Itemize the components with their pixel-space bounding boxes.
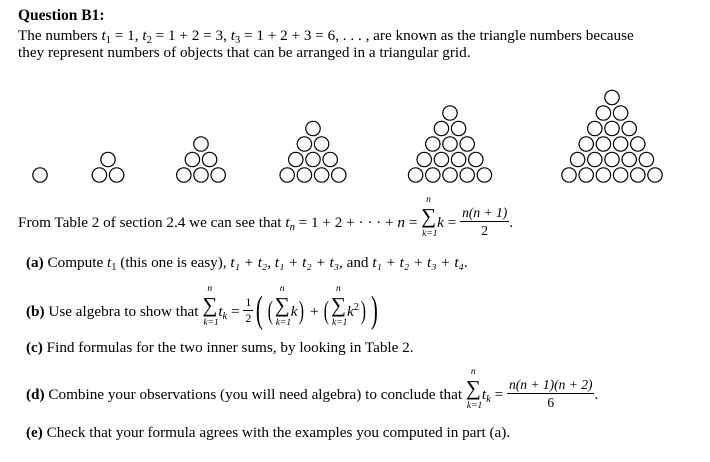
table-line-eq2: = [405,213,422,231]
part-a-expr: t₁ + t₂, t₁ + t₂ + t₃, [230,254,343,271]
circle-object [562,168,576,182]
table-line [18,194,513,240]
table-line-eq: = 1 + 2 + · · · + [294,213,398,231]
circle-object [596,137,610,151]
part-e-label: (e) [26,424,43,441]
circle-object [92,168,106,182]
circle-object [202,152,216,166]
part-a-label: (a) [26,254,44,271]
circle-object [477,168,491,182]
part-d-eq: = [490,385,507,403]
triangle-5 [408,106,491,182]
circle-object [185,152,199,166]
part-a-text1: Compute [43,254,107,271]
circle-object [297,168,311,182]
intro-tail: are known as the triangle numbers because [369,27,634,44]
circle-object [109,168,123,182]
table-line-end: . [509,213,513,231]
triangle-2 [92,152,124,182]
circle-object [443,137,457,151]
t2-subscript: 2 [146,35,152,46]
part-a-text3: and [342,254,373,271]
triangle-4 [280,121,346,182]
t3-symbol: t [230,27,235,44]
circle-object [434,121,448,135]
part-b-plus: + [306,303,323,320]
triangle-figures [0,60,710,190]
circle-object [289,152,303,166]
circle-object [639,152,653,166]
triangle-1 [33,168,47,182]
circle-object [194,137,208,151]
circle-object [605,152,619,166]
circle-object [613,137,627,151]
circle-object [451,121,465,135]
circle-object [314,137,328,151]
circle-object [426,137,440,151]
circle-object [622,121,636,135]
circle-object [605,121,619,135]
part-b-eq: = [227,303,244,320]
part-c [26,339,414,357]
part-e-text: Check that your formula agrees with the examples you computed in part (a). [42,424,511,441]
circle-object [177,168,191,182]
part-a-expr2: t₁ + t₂ + t₃ + t₄ [372,254,464,271]
t3-rhs: = 1 + 2 + 3 = 6, . . . , [240,27,370,44]
t2-rhs: = 1 + 2 = 3, [151,27,231,44]
circle-object [306,121,320,135]
t2-symbol: t [142,27,147,44]
part-d-sum: n ∑ k=1 [465,366,483,411]
triangle-6 [562,90,662,182]
t1-rhs: = 1, [111,27,143,44]
circle-object [596,106,610,120]
circle-object [434,152,448,166]
part-b-sum-k2: n ∑ k=1 [330,284,348,328]
part-d-end: . [594,385,599,403]
part-b: (b) Use algebra to show that n ∑ k=1 tk = $\frac{1}{2}$ ( ( n ∑ k=1 k) + ( n ∑ k=1 $k^2$) ) [26,284,378,331]
intro-line-2: they represent numbers of objects that can be arranged in a triangular grid. [18,44,471,61]
intro-lead: The numbers [18,27,98,44]
sum-symbol: n ∑ k=1 [421,194,438,239]
circle-object [588,121,602,135]
circle-object [33,168,47,182]
part-b-tk: t [218,303,223,320]
circle-object [211,168,225,182]
circle-object [631,137,645,151]
circle-object [613,106,627,120]
circle-object [426,168,440,182]
part-d-tk: t [481,385,487,403]
part-d [26,366,599,412]
circle-object [443,168,457,182]
part-b-inner-k: k [290,303,298,320]
t3-subscript: 3 [234,35,241,46]
part-e [26,424,510,442]
circle-object [588,152,602,166]
circle-object [460,168,474,182]
circle-object [280,168,294,182]
circle-object [451,152,465,166]
part-b-half: $\frac{1}{2}$ [245,295,252,326]
circle-object [443,106,457,120]
table-line-text: From Table 2 of section 2.4 we can see that [18,213,286,231]
part-b-sum-k: n ∑ k=1 [274,284,292,328]
circle-object [460,137,474,151]
question-heading: Question B1: [18,7,105,24]
part-d-fraction: $\frac{n(n + 1)(n + 2)}{6}$ [508,377,593,410]
part-d-text: Combine your observations (you will need algebra) to conclude that [44,385,466,403]
tn-symbol: t [285,213,290,231]
fraction-n-n-plus-1: $\frac{n(n + 1)}{2}$ [462,205,508,238]
circle-object [297,137,311,151]
circle-object [631,168,645,182]
circle-object [101,152,115,166]
circle-object [332,168,346,182]
part-a-text2: (this one is easy), [116,254,231,271]
part-c-label: (c) [26,339,43,356]
part-b-text: Use algebra to show that [44,303,203,320]
circle-object [194,168,208,182]
t1-subscript: 1 [105,35,111,46]
circle-object [648,168,662,182]
part-d-label: (d) [26,385,45,403]
circle-object [408,168,422,182]
tn-subscript: n [289,221,295,233]
circle-object [579,168,593,182]
circle-object [323,152,337,166]
part-d-tk-sub: k [486,393,491,405]
t1-symbol: t [101,27,106,44]
circle-object [579,137,593,151]
k-symbol: k [437,213,444,231]
part-a-t1: t [107,254,112,271]
part-a [26,254,468,274]
part-b-sum-outer: n ∑ k=1 [202,284,219,328]
circle-object [306,152,320,166]
circle-object [613,168,627,182]
circle-object [314,168,328,182]
part-b-inner-k2: k [346,303,354,320]
part-b-label: (b) [26,303,45,320]
circle-object [469,152,483,166]
part-b-tk-sub: k [222,311,228,322]
part-c-text: Find formulas for the two inner sums, by looking in Table 2. [42,339,414,356]
circle-object [570,152,584,166]
circle-object [596,168,610,182]
part-a-t1-sub: 1 [111,262,117,273]
part-b-inner-k2-sup: 2 [353,302,359,313]
circle-object [417,152,431,166]
table-line-eq3: = [443,213,461,231]
circle-object [605,90,619,104]
part-a-end: . [463,254,468,271]
triangle-3 [177,137,226,182]
n-symbol: n [397,213,405,231]
circle-object [622,152,636,166]
